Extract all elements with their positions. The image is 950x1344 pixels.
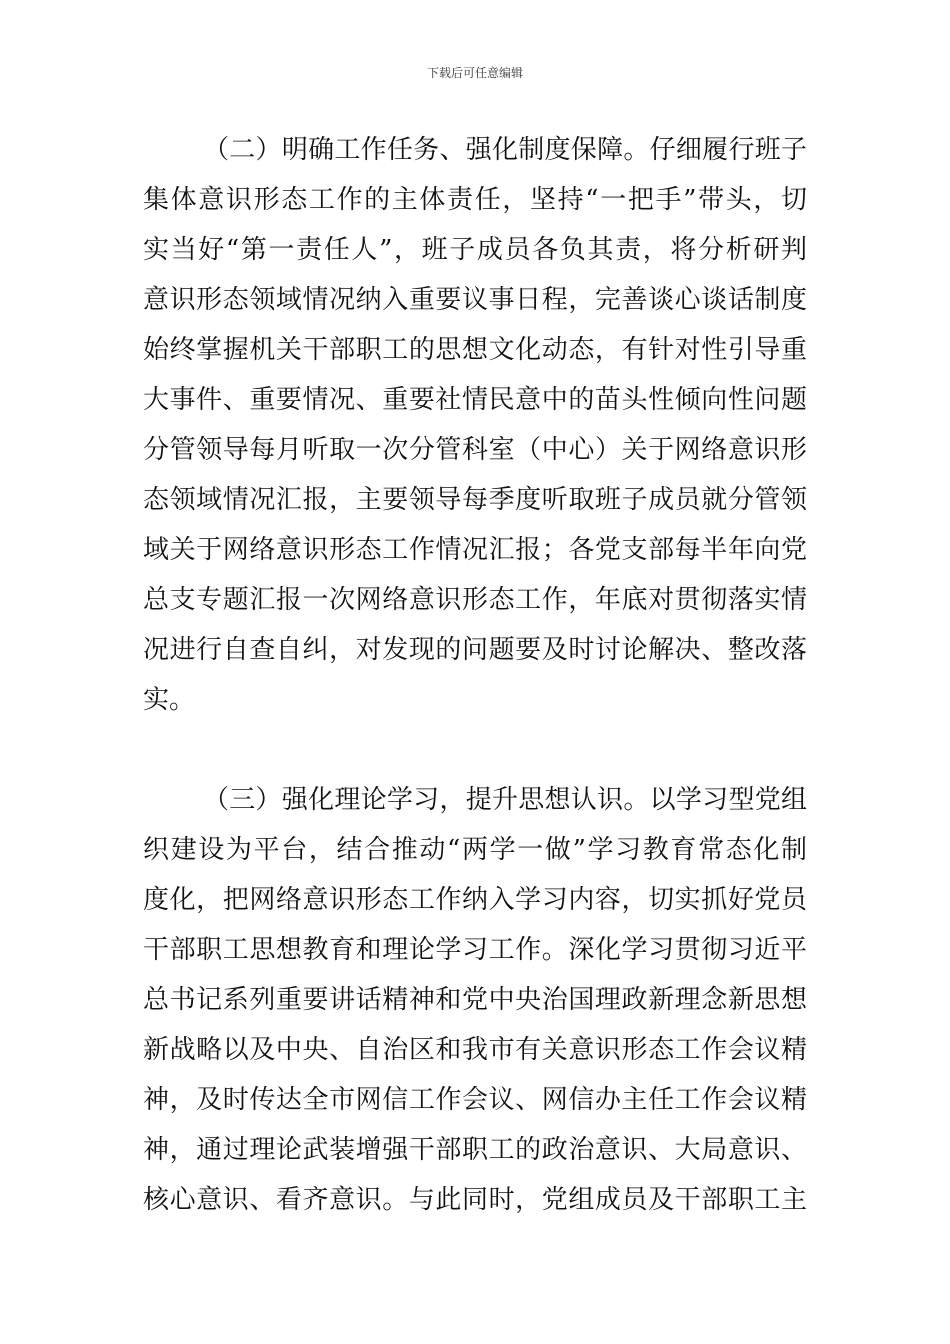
text-line: 总书记系列重要讲话精神和党中央治国理政新理念新思想: [143, 985, 807, 1015]
text-line: 集体意识形态工作的主体责任，坚持“一把手”带头，切: [143, 185, 807, 215]
text-line: 总支专题汇报一次网络意识形态工作，年底对贯彻落实情: [143, 585, 807, 615]
text-line: 核心意识、看齐意识。与此同时，党组成员及干部职工主: [143, 1185, 807, 1215]
text-line: 织建设为平台，结合推动“两学一做”学习教育常态化制: [143, 835, 807, 865]
text-line: 域关于网络意识形态工作情况汇报；各党支部每半年向党: [143, 535, 807, 565]
text-line: （二）明确工作任务、强化制度保障。仔细履行班子: [203, 135, 807, 165]
text-line: 实。: [143, 685, 196, 715]
text-line: 况进行自查自纠，对发现的问题要及时讨论解决、整改落: [143, 635, 807, 665]
paragraph-task-assignment: [143, 125, 807, 725]
text-line: 大事件、重要情况、重要社情民意中的苗头性倾向性问题: [143, 385, 807, 415]
text-line: 始终掌握机关干部职工的思想文化动态，有针对性引导重: [143, 335, 807, 365]
text-line: 实当好“第一责任人”，班子成员各负其责，将分析研判: [143, 235, 807, 265]
text-line: 干部职工思想教育和理论学习工作。深化学习贯彻习近平: [143, 935, 807, 965]
paragraph-theory-study: [143, 775, 807, 1225]
text-line: 神，及时传达全市网信工作会议、网信办主任工作会议精: [143, 1085, 807, 1115]
text-line: 新战略以及中央、自治区和我市有关意识形态工作会议精: [143, 1035, 807, 1065]
text-line: 神，通过理论武装增强干部职工的政治意识、大局意识、: [143, 1135, 807, 1165]
text-line: 分管领导每月听取一次分管科室（中心）关于网络意识形: [143, 435, 807, 465]
text-line: 度化，把网络意识形态工作纳入学习内容，切实抓好党员: [143, 885, 807, 915]
text-line: （三）强化理论学习，提升思想认识。以学习型党组: [203, 785, 807, 815]
page-header-note: 下载后可任意编辑: [426, 66, 523, 80]
text-line: 态领域情况汇报，主要领导每季度听取班子成员就分管领: [143, 485, 807, 515]
text-line: 意识形态领域情况纳入重要议事日程，完善谈心谈话制度: [143, 285, 807, 315]
